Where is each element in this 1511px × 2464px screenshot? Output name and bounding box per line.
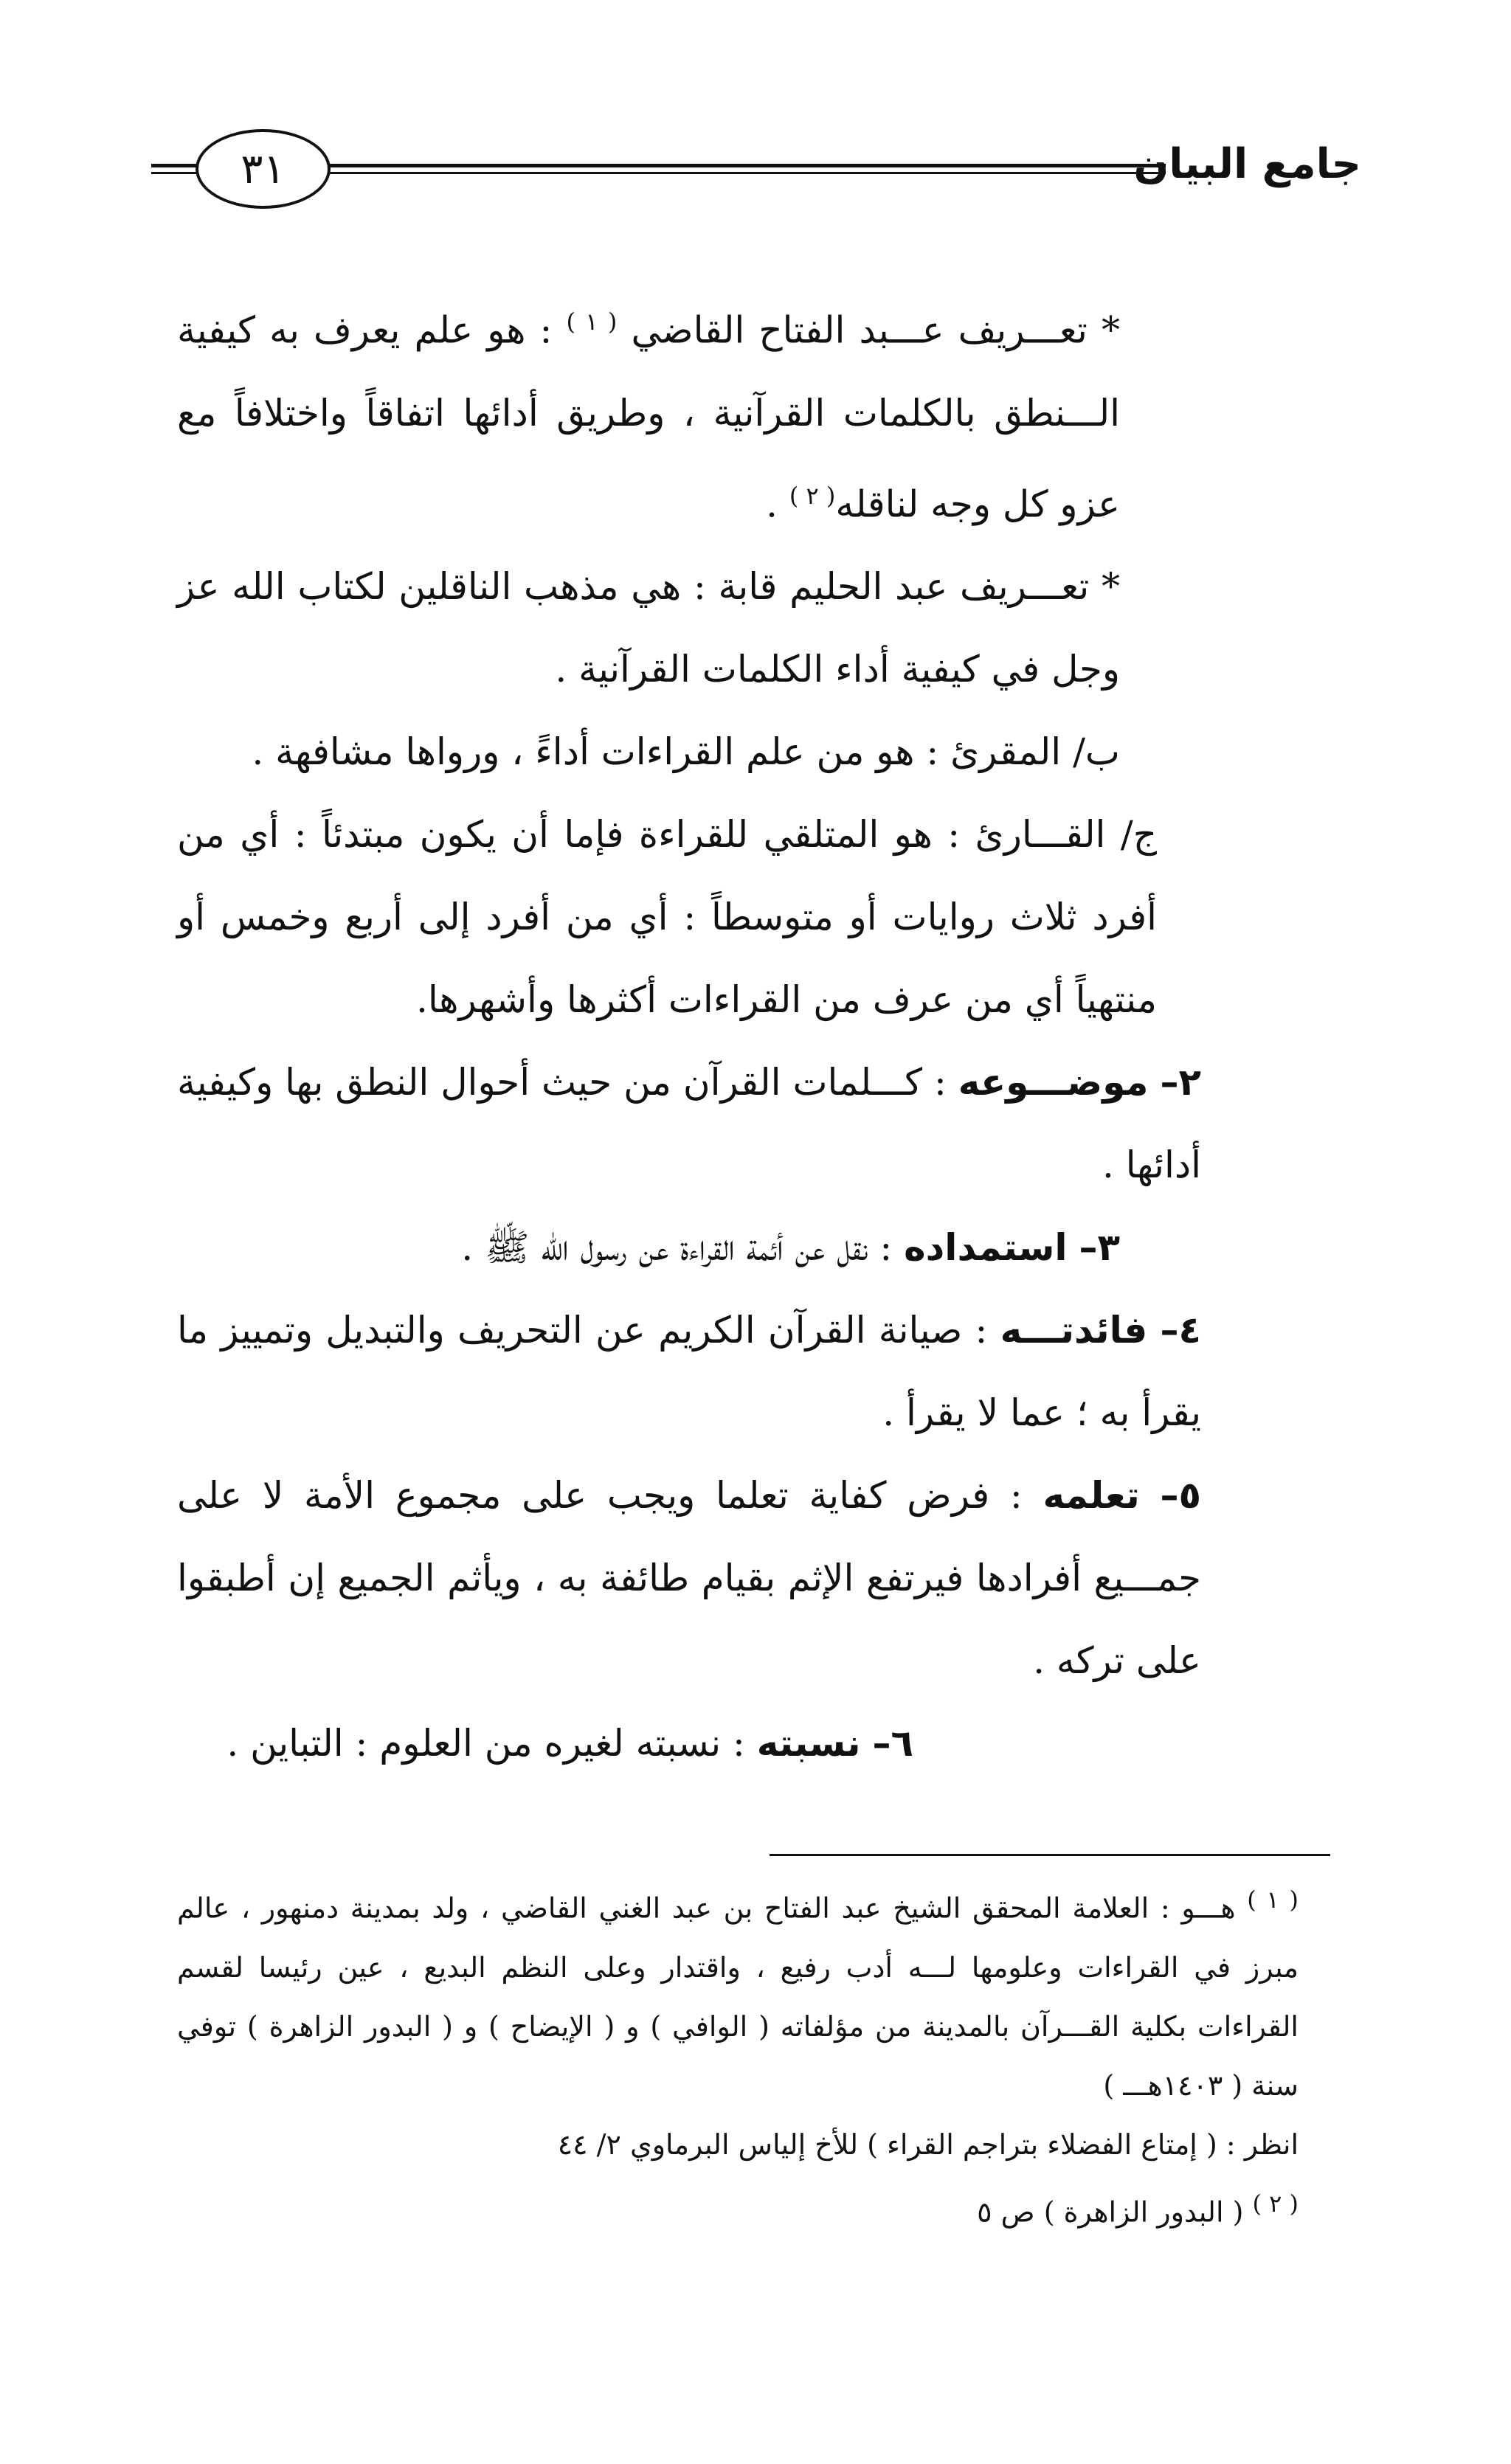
item-text: : نقل عن أئمة القراءة عن رسول الله ﷺ . bbox=[461, 1226, 893, 1270]
paragraph-qari: ج/ القـــارئ : هو المتلقي للقراءة فإما أن يكون مبتدئاً : أي من أفرد ثلاث روايات أو متوسطاً : أي من أفرد إلى أربع وخمس أو منتهياً أي من عرف من القراءات أكثرها وأشهرها. bbox=[177, 813, 1157, 1022]
main-text bbox=[177, 280, 1201, 1785]
item-number: ٣– bbox=[1079, 1226, 1120, 1270]
paragraph-learning bbox=[177, 1454, 1201, 1702]
paragraph-subject bbox=[177, 1041, 1201, 1206]
paragraph-source bbox=[177, 1206, 1201, 1289]
footnote-1-ref: ( ١ ) bbox=[1247, 1886, 1299, 1914]
page-number bbox=[196, 129, 331, 209]
paragraph-muqri: ب/ المقرئ : هو من علم القراءات أداءً ، ورواها مشافهة . bbox=[252, 730, 1120, 774]
item-number: ٢– bbox=[1160, 1061, 1201, 1104]
item-number: ٥– bbox=[1160, 1474, 1201, 1517]
item-text: : فرض كفاية تعلما ويجب على مجموع الأمة لا على جمـــيع أفرادها فيرتفع الإثم بقيام طائفة به ، ويأثم الجميع إن أطبقوا على تركه . bbox=[177, 1474, 1201, 1683]
item-number: ٤– bbox=[1160, 1309, 1201, 1352]
paragraph-text: : هو علم يعرف به كيفية الـــنطق بالكلمات القرآنية ، وطريق أدائها اتفاقاً واختلافاً مع عزو كل وجه لناقله bbox=[177, 308, 1120, 526]
footnote-1-text: هـــو : العلامة المحقق الشيخ عبد الفتاح بن عبد الغني القاضي ، ولد بمدينة دمنهور ، عالم مبرز في القراءات وعلومها لـــه أدب رفيع ، واقتدار وعلى النظم البديع ، عين رئيسا لقسم القراءات بكلية القـــرآن بالمدينة من مؤلفاته ( الوافي ) و ( الإيضاح ) و ( البدور الزاهرة ) توفي سنة ( ١٤٠٣هـــ ) bbox=[177, 1892, 1299, 2102]
footnote-1 bbox=[177, 1870, 1299, 2115]
footnote-ref-1: ( ١ ) bbox=[566, 308, 618, 336]
item-number: ٦– bbox=[872, 1722, 913, 1765]
paragraph-lead: * تعـــريف عـــبد الفتاح القاضي bbox=[631, 308, 1121, 352]
footnotes bbox=[177, 1870, 1299, 2241]
paragraph-benefit bbox=[177, 1289, 1201, 1454]
item-label: فائدتـــه bbox=[1000, 1309, 1148, 1352]
item-text: : نسبته لغيره من العلوم : التباين . bbox=[227, 1722, 745, 1765]
book-title: جامع البيان bbox=[1133, 140, 1361, 188]
paragraph-relation bbox=[177, 1702, 1201, 1785]
item-label: موضـــوعه bbox=[958, 1061, 1149, 1104]
paragraph-definition-qadi bbox=[177, 280, 1201, 545]
item-label: نسبته bbox=[756, 1722, 861, 1765]
footnote-2 bbox=[177, 2174, 1299, 2242]
footnote-2-ref: ( ٢ ) bbox=[1252, 2189, 1299, 2218]
paragraph-tail: . bbox=[766, 482, 778, 526]
footnote-divider bbox=[770, 1854, 1330, 1856]
page-number-text: ٣١ bbox=[241, 145, 286, 193]
item-text: : كـــلمات القرآن من حيث أحوال النطق بها وكيفية أدائها . bbox=[177, 1061, 1201, 1187]
footnote-1-see-also: انظر : ( إمتاع الفضلاء بتراجم القراء ) للأخ إلياس البرماوي ٢/ ٤٤ bbox=[557, 2128, 1299, 2161]
item-label: استمداده bbox=[904, 1226, 1068, 1270]
paragraph-definition-qaba: * تعـــريف عبد الحليم قابة : هي مذهب الناقلين لكتاب الله عز وجل في كيفية أداء الكلمات القرآنية . bbox=[177, 565, 1120, 691]
item-label: تعلمه bbox=[1043, 1474, 1140, 1517]
page-header bbox=[151, 125, 1361, 207]
footnote-ref-2: ( ٢ ) bbox=[789, 481, 836, 510]
item-text: : صيانة القرآن الكريم عن التحريف والتبديل وتمييز ما يقرأ به ؛ عما لا يقرأ . bbox=[177, 1309, 1201, 1435]
footnote-2-text: ( البدور الزاهرة ) ص ٥ bbox=[977, 2195, 1244, 2229]
